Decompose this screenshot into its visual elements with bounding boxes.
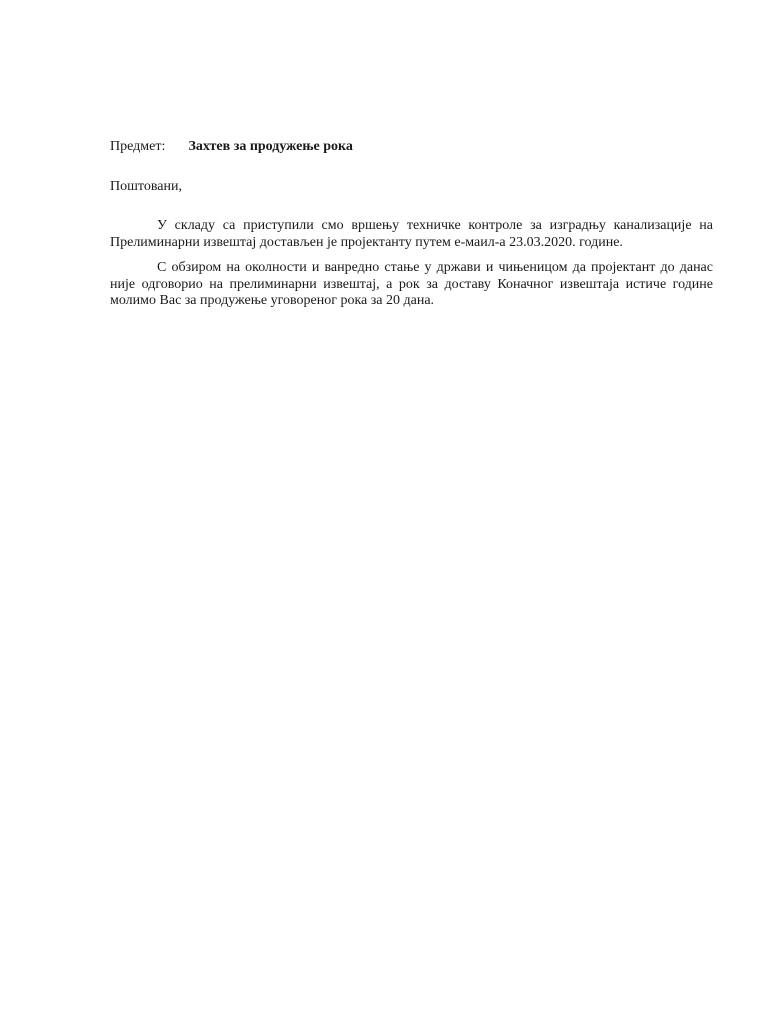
paragraph-2: С обзиром на околности и ванредно стање у држави и чињеницом да пројектант до данас није одговорио на прелиминарни извештај, а рок за доставу Коначног извештаја истиче године молимо Вас за продужење уговореног рока за 20 дана. (110, 260, 713, 308)
paragraph-1: У складу са приступили смо вршењу техничке контроле за изградњу канализације на Прелиминарни извештај достављен је пројектанту путем е-маил-а 23.03.2020. године. (110, 218, 713, 250)
subject-line (110, 139, 353, 156)
letter-body (110, 218, 713, 319)
salutation: Поштовани, (110, 179, 182, 194)
subject-title: Захтев за продужење рока (188, 139, 353, 154)
subject-label: Предмет: (110, 139, 166, 154)
